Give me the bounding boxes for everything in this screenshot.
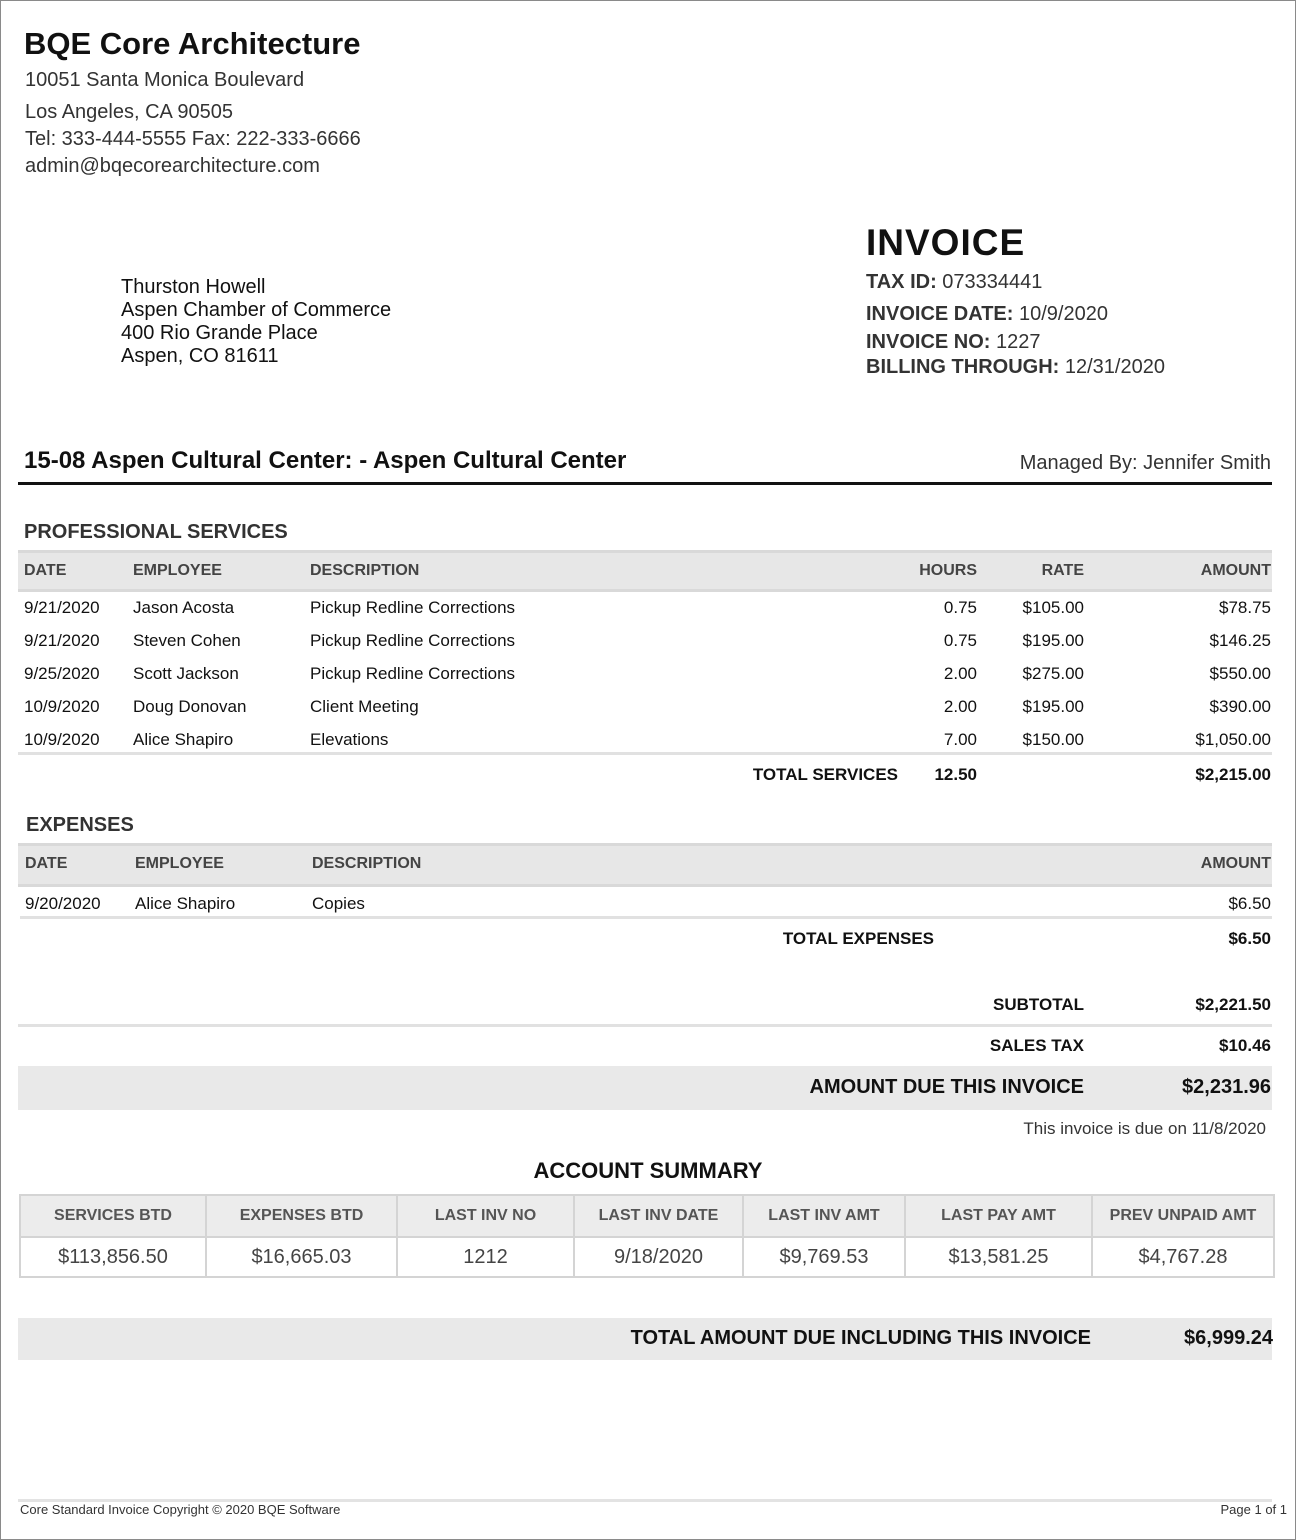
- cell-employee: Doug Donovan: [133, 697, 247, 716]
- cell-description: Pickup Redline Corrections: [310, 631, 516, 650]
- summary-header-prev-unpaid-amt: PREV UNPAID AMT: [1092, 1195, 1274, 1237]
- invoice-date-row: [866, 303, 1108, 326]
- summary-services-btd: $113,856.50: [20, 1237, 206, 1277]
- cell-description: Client Meeting: [310, 697, 419, 716]
- account-summary-header-row: [20, 1195, 1274, 1237]
- services-divider: [18, 752, 1272, 755]
- expenses-header-description: DESCRIPTION: [312, 855, 422, 872]
- expenses-section-title: EXPENSES: [26, 814, 134, 836]
- cell-amount: $78.75: [1219, 598, 1271, 617]
- client-street: 400 Rio Grande Place: [121, 322, 318, 344]
- subtotal-divider: [18, 1024, 1272, 1027]
- cell-amount: $390.00: [1209, 697, 1271, 716]
- services-header-date: DATE: [24, 562, 67, 579]
- managed-by: Managed By: Jennifer Smith: [1019, 452, 1271, 474]
- company-address-line2: Los Angeles, CA 90505: [25, 101, 233, 123]
- account-summary-title: ACCOUNT SUMMARY: [533, 1158, 763, 1183]
- project-divider: [18, 482, 1272, 485]
- cell-description: Copies: [312, 894, 365, 913]
- cell-rate: $275.00: [1022, 664, 1084, 683]
- billing-through-label: BILLING THROUGH:: [866, 356, 1060, 378]
- cell-hours: 0.75: [943, 598, 977, 617]
- sales-tax-value: $10.46: [1219, 1036, 1271, 1055]
- services-header-employee: EMPLOYEE: [133, 562, 222, 579]
- expenses-divider: [20, 916, 1272, 919]
- summary-last-inv-no: 1212: [397, 1237, 574, 1277]
- cell-amount: $146.25: [1209, 631, 1271, 650]
- expenses-header-date: DATE: [25, 855, 68, 872]
- cell-hours: 0.75: [943, 631, 977, 650]
- cell-employee: Steven Cohen: [133, 631, 241, 650]
- cell-amount: $1,050.00: [1195, 730, 1271, 749]
- summary-header-services-btd: SERVICES BTD: [20, 1195, 206, 1237]
- invoice-title: INVOICE: [866, 222, 1026, 263]
- client-name: Thurston Howell: [121, 276, 266, 298]
- amount-due-value: $2,231.96: [1182, 1076, 1271, 1098]
- summary-expenses-btd: $16,665.03: [206, 1237, 397, 1277]
- cell-rate: $195.00: [1022, 631, 1084, 650]
- cell-date: 9/25/2020: [24, 664, 100, 683]
- cell-date: 9/21/2020: [24, 631, 100, 650]
- cell-date: 9/20/2020: [25, 894, 101, 913]
- summary-last-inv-amt: $9,769.53: [743, 1237, 905, 1277]
- expenses-header-amount: AMOUNT: [1200, 855, 1271, 872]
- total-services-amount: $2,215.00: [1195, 765, 1271, 784]
- footer-copyright: Core Standard Invoice Copyright © 2020 BQE Software: [20, 1502, 341, 1517]
- cell-hours: 2.00: [943, 697, 977, 716]
- cell-hours: 2.00: [943, 664, 977, 683]
- grand-total-value: $6,999.24: [1184, 1327, 1273, 1349]
- total-services-label: TOTAL SERVICES: [752, 765, 898, 784]
- cell-description: Pickup Redline Corrections: [310, 664, 516, 683]
- due-date-note: This invoice is due on 11/8/2020: [1023, 1119, 1266, 1138]
- invoice-number-label: INVOICE NO:: [866, 331, 991, 353]
- subtotal-value: $2,221.50: [1195, 995, 1271, 1014]
- client-city: Aspen, CO 81611: [121, 345, 279, 367]
- cell-employee: Jason Acosta: [133, 598, 235, 617]
- cell-date: 9/21/2020: [24, 598, 100, 617]
- services-header-amount: AMOUNT: [1200, 562, 1271, 579]
- tax-id-value: 073334441: [942, 271, 1043, 293]
- project-title: 15-08 Aspen Cultural Center: - Aspen Cultural Center: [24, 447, 627, 474]
- total-expenses-label: TOTAL EXPENSES: [782, 929, 934, 948]
- summary-header-last-inv-no: LAST INV NO: [397, 1195, 574, 1237]
- tax-id-row: [866, 271, 1042, 294]
- subtotal-label: SUBTOTAL: [993, 995, 1084, 1014]
- cell-rate: $195.00: [1022, 697, 1084, 716]
- client-organization: Aspen Chamber of Commerce: [121, 299, 392, 321]
- company-phone-fax: Tel: 333-444-5555 Fax: 222-333-6666: [25, 128, 361, 150]
- company-name: BQE Core Architecture: [24, 26, 361, 61]
- company-address-line1: 10051 Santa Monica Boulevard: [25, 69, 305, 91]
- summary-header-expenses-btd: EXPENSES BTD: [206, 1195, 397, 1237]
- cell-employee: Alice Shapiro: [133, 730, 234, 749]
- invoice-number-row: [866, 331, 1041, 354]
- services-header-rate: RATE: [1041, 562, 1084, 579]
- services-header-description: DESCRIPTION: [310, 562, 420, 579]
- footer-page-number: Page 1 of 1: [1220, 1502, 1287, 1517]
- cell-description: Elevations: [310, 730, 389, 749]
- cell-employee: Scott Jackson: [133, 664, 239, 683]
- cell-rate: $105.00: [1022, 598, 1084, 617]
- cell-amount: $550.00: [1209, 664, 1271, 683]
- summary-last-pay-amt: $13,581.25: [905, 1237, 1092, 1277]
- cell-employee: Alice Shapiro: [135, 894, 236, 913]
- services-header-hours: HOURS: [919, 562, 977, 579]
- cell-rate: $150.00: [1022, 730, 1084, 749]
- tax-id-label: TAX ID:: [866, 271, 937, 293]
- cell-date: 10/9/2020: [24, 697, 100, 716]
- total-expenses-amount: $6.50: [1228, 929, 1271, 948]
- account-summary-table: [19, 1194, 1275, 1278]
- invoice-number-value: 1227: [996, 331, 1041, 353]
- summary-header-last-pay-amt: LAST PAY AMT: [905, 1195, 1092, 1237]
- cell-amount: $6.50: [1228, 894, 1271, 913]
- summary-header-last-inv-amt: LAST INV AMT: [743, 1195, 905, 1237]
- services-section-title: PROFESSIONAL SERVICES: [24, 521, 288, 543]
- summary-last-inv-date: 9/18/2020: [574, 1237, 743, 1277]
- cell-hours: 7.00: [943, 730, 977, 749]
- grand-total-label: TOTAL AMOUNT DUE INCLUDING THIS INVOICE: [630, 1327, 1091, 1349]
- summary-prev-unpaid-amt: $4,767.28: [1092, 1237, 1274, 1277]
- billing-through-row: [866, 356, 1165, 379]
- invoice-date-label: INVOICE DATE:: [866, 303, 1014, 325]
- total-services-hours: 12.50: [934, 765, 977, 784]
- summary-header-last-inv-date: LAST INV DATE: [574, 1195, 743, 1237]
- expenses-header-employee: EMPLOYEE: [135, 855, 224, 872]
- sales-tax-label: SALES TAX: [989, 1036, 1084, 1055]
- account-summary-value-row: [20, 1237, 1274, 1277]
- invoice-date-value: 10/9/2020: [1018, 303, 1108, 325]
- billing-through-value: 12/31/2020: [1064, 356, 1165, 378]
- cell-description: Pickup Redline Corrections: [310, 598, 516, 617]
- company-email: admin@bqecorearchitecture.com: [25, 155, 320, 177]
- amount-due-label: AMOUNT DUE THIS INVOICE: [809, 1076, 1084, 1098]
- cell-date: 10/9/2020: [24, 730, 100, 749]
